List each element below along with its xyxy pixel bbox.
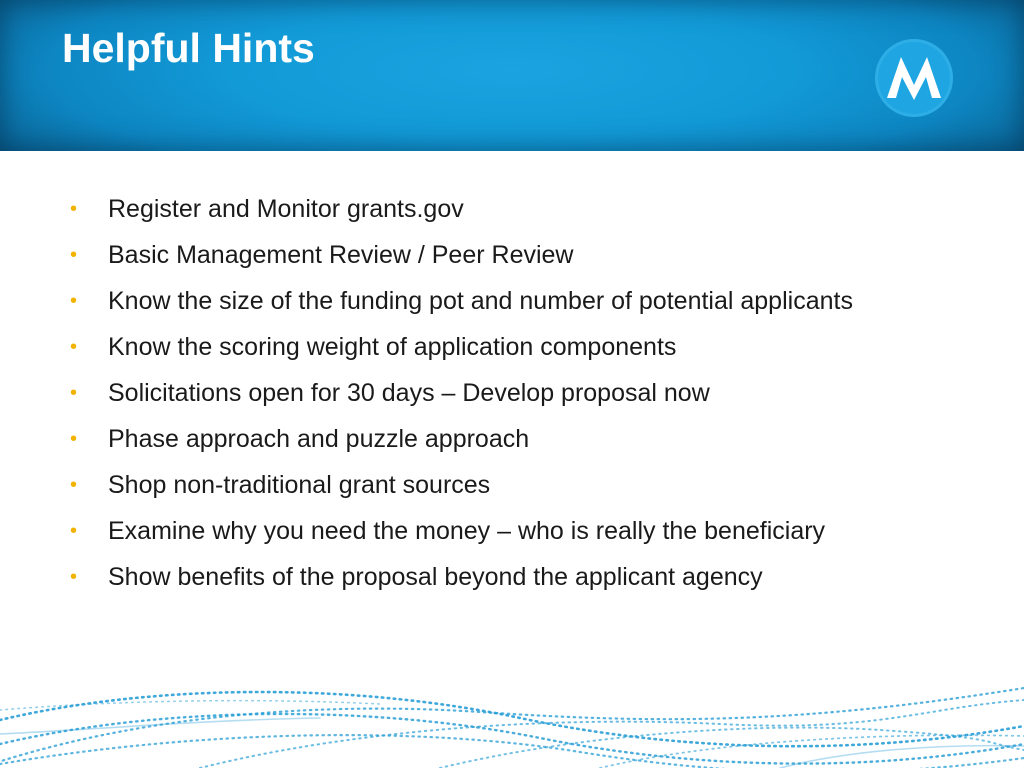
bullet-item — [68, 416, 998, 462]
bullet-item — [68, 186, 998, 232]
bullet-item — [68, 370, 998, 416]
bullet-text: Shop non-traditional grant sources — [108, 471, 491, 499]
bullet-item — [68, 278, 998, 324]
motorola-logo-icon — [874, 38, 954, 118]
bullet-text: Show benefits of the proposal beyond the applicant agency — [108, 563, 763, 591]
bullet-dot-icon: • — [70, 336, 78, 358]
bullet-dot-icon: • — [70, 198, 78, 220]
bullet-text: Examine why you need the money – who is really the beneficiary — [108, 517, 826, 545]
header-banner — [0, 0, 1024, 151]
bullet-item — [68, 554, 998, 600]
bullet-text: Solicitations open for 30 days – Develop proposal now — [108, 379, 710, 407]
slide-title: Helpful Hints — [62, 25, 315, 71]
bullet-dot-icon: • — [70, 566, 78, 588]
bullet-item — [68, 232, 998, 278]
bullet-item — [68, 462, 998, 508]
bullet-item — [68, 508, 998, 554]
bullet-dot-icon: • — [70, 520, 78, 542]
bullet-dot-icon: • — [70, 474, 78, 496]
bullet-dot-icon: • — [70, 382, 78, 404]
bullet-dot-icon: • — [70, 290, 78, 312]
decorative-wave-lines — [0, 660, 1024, 768]
bullet-text: Basic Management Review / Peer Review — [108, 241, 574, 269]
bullet-text: Phase approach and puzzle approach — [108, 425, 530, 453]
bullet-text: Know the size of the funding pot and number of potential applicants — [108, 287, 853, 315]
bullet-dot-icon: • — [70, 428, 78, 450]
bullet-text: Register and Monitor grants.gov — [108, 195, 464, 223]
bullet-item — [68, 324, 998, 370]
bullet-text: Know the scoring weight of application components — [108, 333, 677, 361]
bullet-dot-icon: • — [70, 244, 78, 266]
bullet-list — [68, 186, 998, 600]
